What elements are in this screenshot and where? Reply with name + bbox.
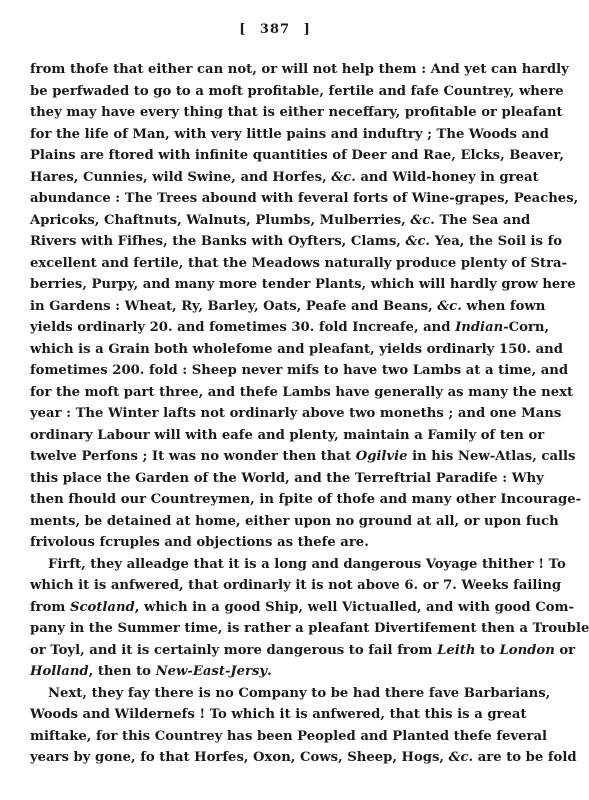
- text-line: Holland, then to New-East-Jersy.: [30, 664, 272, 679]
- text-line: which is a Grain both wholefome and pleafant, yields ordinarly 150. and: [30, 341, 563, 357]
- text-line: fometimes 200. fold : Sheep never mifs to have two Lambs at a time, and: [30, 363, 569, 378]
- text-line: be perfwaded to go to a moft profitable, fertile and fafe Countrey, where: [30, 83, 564, 99]
- text-line: pany in the Summer time, is rather a pleafant Divertifement then a Trouble: [30, 621, 589, 636]
- text-line: Rivers with Fifhes, the Banks with Oyfters, Clams, &c. Yea, the Soil is fo: [30, 234, 563, 249]
- text-line: or Toyl, and it is certainly more dangerous to fail from Leith to London or: [30, 642, 576, 658]
- header-close-bracket: ]: [303, 22, 311, 37]
- text-line: from thofe that either can not, or will not help them : And yet can hardly: [30, 62, 569, 77]
- text-line: Plains are ftored with infinite quantities of Deer and Rae, Elcks, Beaver,: [30, 148, 564, 163]
- page-number: 387: [259, 22, 291, 37]
- text-line: this place the Garden of the World, and the Terreftrial Paradife : Why: [30, 470, 544, 486]
- text-line: for the life of Man, with very little pains and induftry ; The Woods and: [30, 126, 549, 142]
- header-open-bracket: [: [239, 22, 247, 37]
- text-line: Apricoks, Chaftnuts, Walnuts, Plumbs, Mulberries, &c. The Sea and: [30, 212, 531, 228]
- text-line: Firft, they alleadge that it is a long and dangerous Voyage thither ! To: [48, 556, 566, 572]
- text-line: ordinary Labour will with eafe and plenty, maintain a Family of ten or: [30, 427, 545, 443]
- text-line: excellent and fertile, that the Meadows naturally produce plenty of Stra-: [30, 255, 568, 271]
- text-line: Next, they fay there is no Company to be had there fave Barbarians,: [48, 685, 551, 701]
- text-line: Hares, Cunnies, wild Swine, and Horfes, &c. and Wild-honey in great: [30, 169, 539, 185]
- paragraph-2: [30, 554, 589, 683]
- text-line: abundance : The Trees abound with feveral forts of Wine-grapes, Peaches,: [30, 191, 579, 206]
- text-line: twelve Perfons ; It was no wonder then that Ogilvie in his New-Atlas, calls: [30, 449, 576, 464]
- paragraph-3: [30, 683, 577, 769]
- text-line: year : The Winter lafts not ordinarly above two moneths ; and one Mans: [30, 406, 562, 421]
- text-line: frivolous fcruples and objections as thefe are.: [30, 535, 369, 550]
- text-line: ments, be detained at home, either upon no ground at all, or upon fuch: [30, 513, 559, 529]
- text-line: then fhould our Countreymen, in fpite of thofe and many other Incourage-: [30, 492, 582, 507]
- text-line: in Gardens : Wheat, Ry, Barley, Oats, Peafe and Beans, &c. when fown: [30, 298, 546, 314]
- text-line: berries, Purpy, and many more tender Plants, which will hardly grow here: [30, 277, 576, 292]
- text-line: miftake, for this Countrey has been Peopled and Planted thefe feveral: [30, 728, 547, 744]
- text-line: years by gone, fo that Horfes, Oxon, Cows, Sheep, Hogs, &c. are to be fold: [30, 750, 577, 765]
- paragraph-1: [30, 59, 582, 554]
- text-line: which it is anfwered, that ordinarly it is not above 6. or 7. Weeks failing: [30, 578, 562, 593]
- text-line: they may have every thing that is either neceffary, profitable or pleafant: [30, 105, 563, 120]
- page-header: [0, 22, 550, 37]
- text-line: Woods and Wildernefs ! To which it is anfwered, that this is a great: [30, 707, 527, 722]
- text-line: from Scotland, which in a good Ship, well Victualled, and with good Com-: [30, 599, 574, 615]
- text-line: yields ordinarly 20. and fometimes 30. fold Increafe, and Indian-Corn,: [30, 320, 550, 335]
- text-line: for the moft part three, and thefe Lambs have generally as many the next: [30, 384, 574, 400]
- body-text: [30, 59, 589, 769]
